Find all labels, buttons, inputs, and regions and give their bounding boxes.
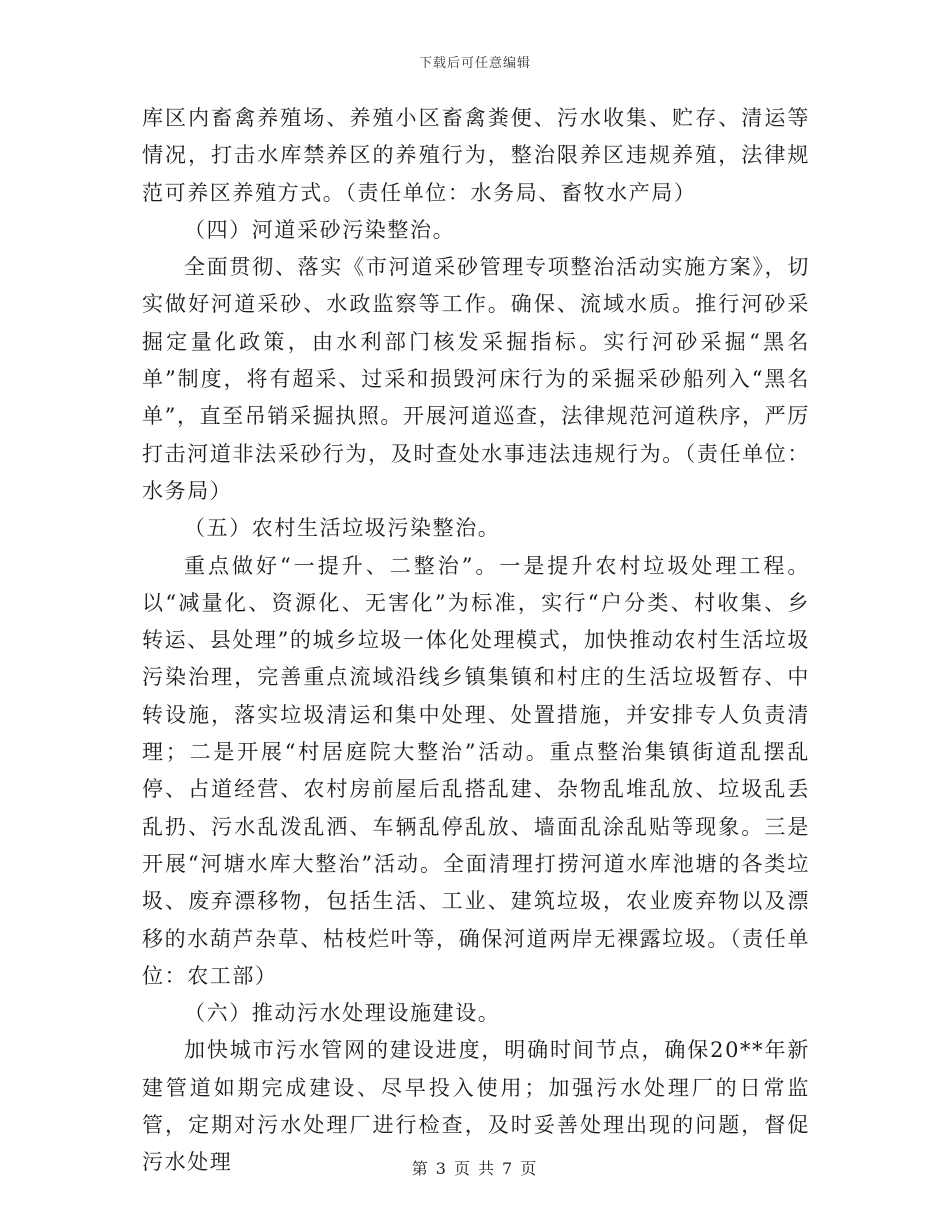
paragraph-sewage-facilities: 加快城市污水管网的建设进度，明确时间节点，确保20**年新建管道如期完成建设、尽早投入使用；加强污水处理厂的日常监管，定期对污水处理厂进行检查，及时妥善处理出现的问题，督促污水处理	[142, 1038, 810, 1175]
section-heading-sand-mining: （四）河道采砂污染整治。	[184, 217, 456, 242]
footer-total-word: 共	[478, 1159, 497, 1178]
section-heading-sewage-facilities: （六）推动污水处理设施建设。	[184, 1001, 501, 1026]
footer-page-word: 页	[453, 1159, 472, 1178]
footer-suffix: 页	[520, 1159, 539, 1178]
paragraph-rural-waste: 重点做好“一提升、二整治”。一是提升农村垃圾处理工程。以“减量化、资源化、无害化”为标准，实行“户分类、村收集、乡转运、县处理”的城乡垃圾一体化处理模式，加快推动农村生活垃圾污染治理，完善重点流域沿线乡镇集镇和村庄的生活垃圾暂存、中转设施，落实垃圾清运和集中处理、处置措施，并安排专人负责清理；二是开展“村居庭院大整治”活动。重点整治集镇街道乱摆乱停、占道经营、农村房前屋后乱搭乱建、杂物乱堆乱放、垃圾乱丢乱扔、污水乱泼乱洒、车辆乱停乱放、墙面乱涂乱贴等现象。三是开展“河塘水库大整治”活动。全面清理打捞河道水库池塘的各类垃圾、废弃漂移物，包括生活、工业、建筑垃圾，农业废弃物以及漂移的水葫芦杂草、枯枝烂叶等，确保河道两岸无裸露垃圾。（责任单位：农工部）	[142, 553, 810, 988]
footer-prefix: 第	[411, 1159, 430, 1178]
section-heading-rural-waste: （五）农村生活垃圾污染整治。	[184, 516, 501, 541]
page-header: 下载后可任意编辑	[418, 56, 531, 71]
footer-current-page: 3	[435, 1159, 448, 1178]
footer-total-pages: 7	[502, 1159, 515, 1178]
paragraph-sand-mining: 全面贯彻、落实《市河道采砂管理专项整治活动实施方案》，切实做好河道采砂、水政监察等工作。确保、流域水质。推行河砂采掘定量化政策，由水利部门核发采掘指标。实行河砂采掘“黑名单”制度，将有超采、过采和损毁河床行为的采掘采砂船列入“黑名单”，直至吊销采掘执照。开展河道巡查，法律规范河道秩序，严厉打击河道非法采砂行为，及时查处水事违法违规行为。（责任单位：水务局）	[142, 255, 810, 503]
document-body	[142, 100, 810, 1182]
paragraph-livestock-continued: 库区内畜禽养殖场、养殖小区畜禽粪便、污水收集、贮存、清运等情况，打击水库禁养区的养殖行为，整治限养区违规养殖，法律规范可养区养殖方式。（责任单位：水务局、畜牧水产局）	[142, 106, 810, 205]
page-footer	[0, 1156, 950, 1179]
